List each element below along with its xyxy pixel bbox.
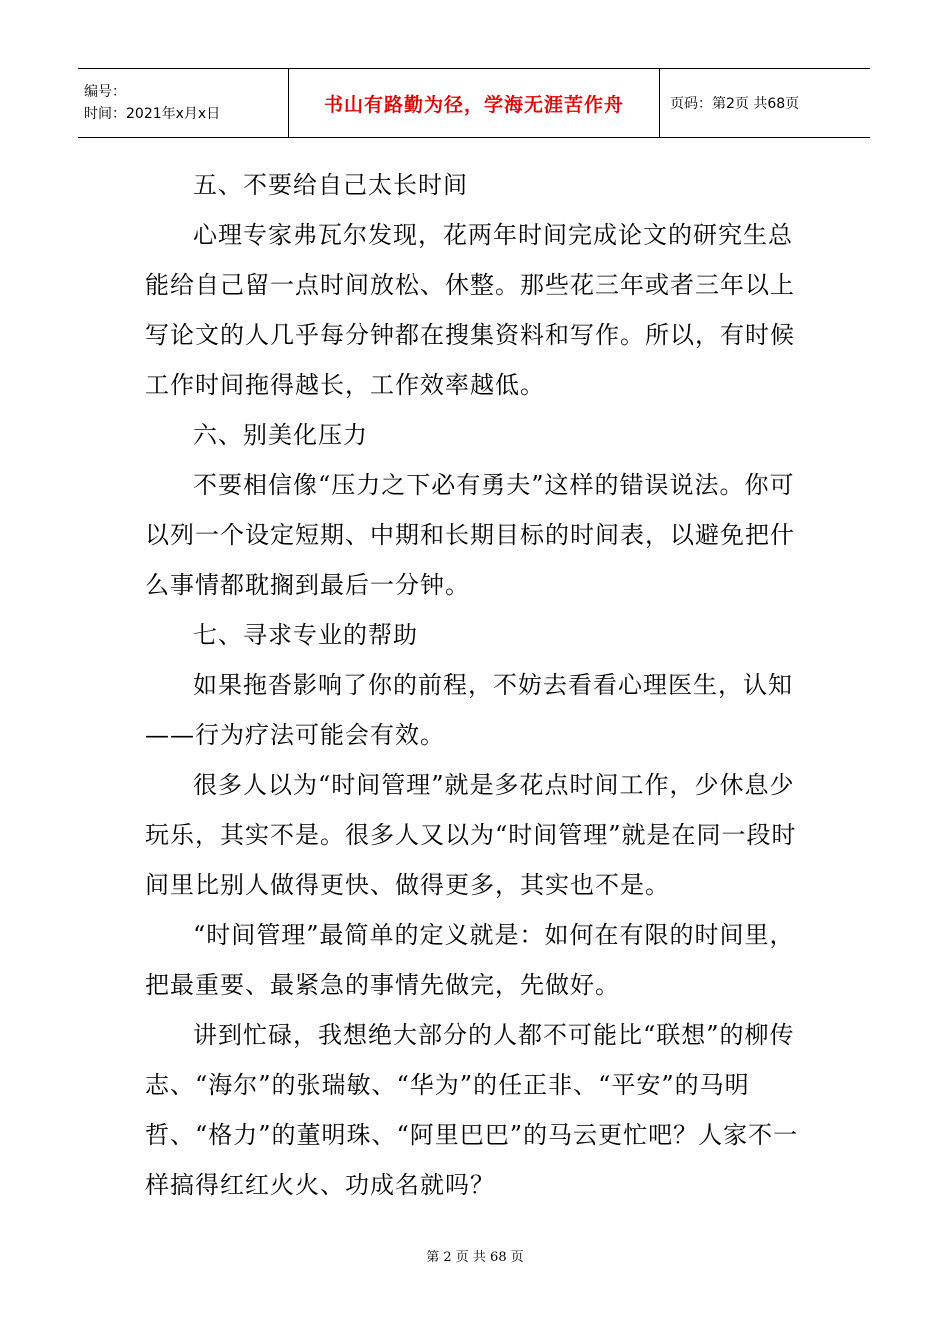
header-meta	[78, 69, 289, 137]
section-heading-6: 六、别美化压力	[193, 421, 368, 449]
page-footer: 第 2 页 共 68 页	[426, 1250, 524, 1265]
header-motto: 书山有路勤为径，学海无涯苦作舟	[289, 69, 660, 137]
header-page-info: 页码：第2页 共68页	[670, 96, 800, 112]
paragraph: 不要相信像“压力之下必有勇夫”这样的错误说法。你可以列一个设定短期、中期和长期目标的时间表，以避免把什么事情都耽搁到最后一分钟。	[145, 471, 795, 599]
document-number: 编号：	[84, 84, 126, 100]
paragraph: “时间管理”最简单的定义就是：如何在有限的时间里，把最重要、最紧急的事情先做完，先做好。	[145, 921, 795, 999]
paragraph: 心理专家弗瓦尔发现，花两年时间完成论文的研究生总能给自己留一点时间放松、休整。那些花三年或者三年以上写论文的人几乎每分钟都在搜集资料和写作。所以，有时候工作时间拖得越长，工作效率越低。	[145, 221, 795, 399]
document-body	[145, 160, 810, 1210]
document-date: 时间：2021年x月x日	[84, 106, 221, 122]
section-heading-7: 七、寻求专业的帮助	[193, 621, 418, 649]
paragraph: 讲到忙碌，我想绝大部分的人都不可能比“联想”的柳传志、“海尔”的张瑞敏、“华为”的任正非、“平安”的马明哲、“格力”的董明珠、“阿里巴巴”的马云更忙吧？人家不一样搞得红红火火、功成名就吗？	[145, 1021, 799, 1199]
paragraph: 很多人以为“时间管理”就是多花点时间工作，少休息少玩乐，其实不是。很多人又以为“时间管理”就是在同一段时间里比别人做得更快、做得更多，其实也不是。	[145, 771, 797, 899]
section-heading-5: 五、不要给自己太长时间	[193, 171, 468, 199]
page-header	[78, 68, 870, 138]
paragraph: 如果拖沓影响了你的前程，不妨去看看心理医生，认知——行为疗法可能会有效。	[145, 671, 793, 749]
